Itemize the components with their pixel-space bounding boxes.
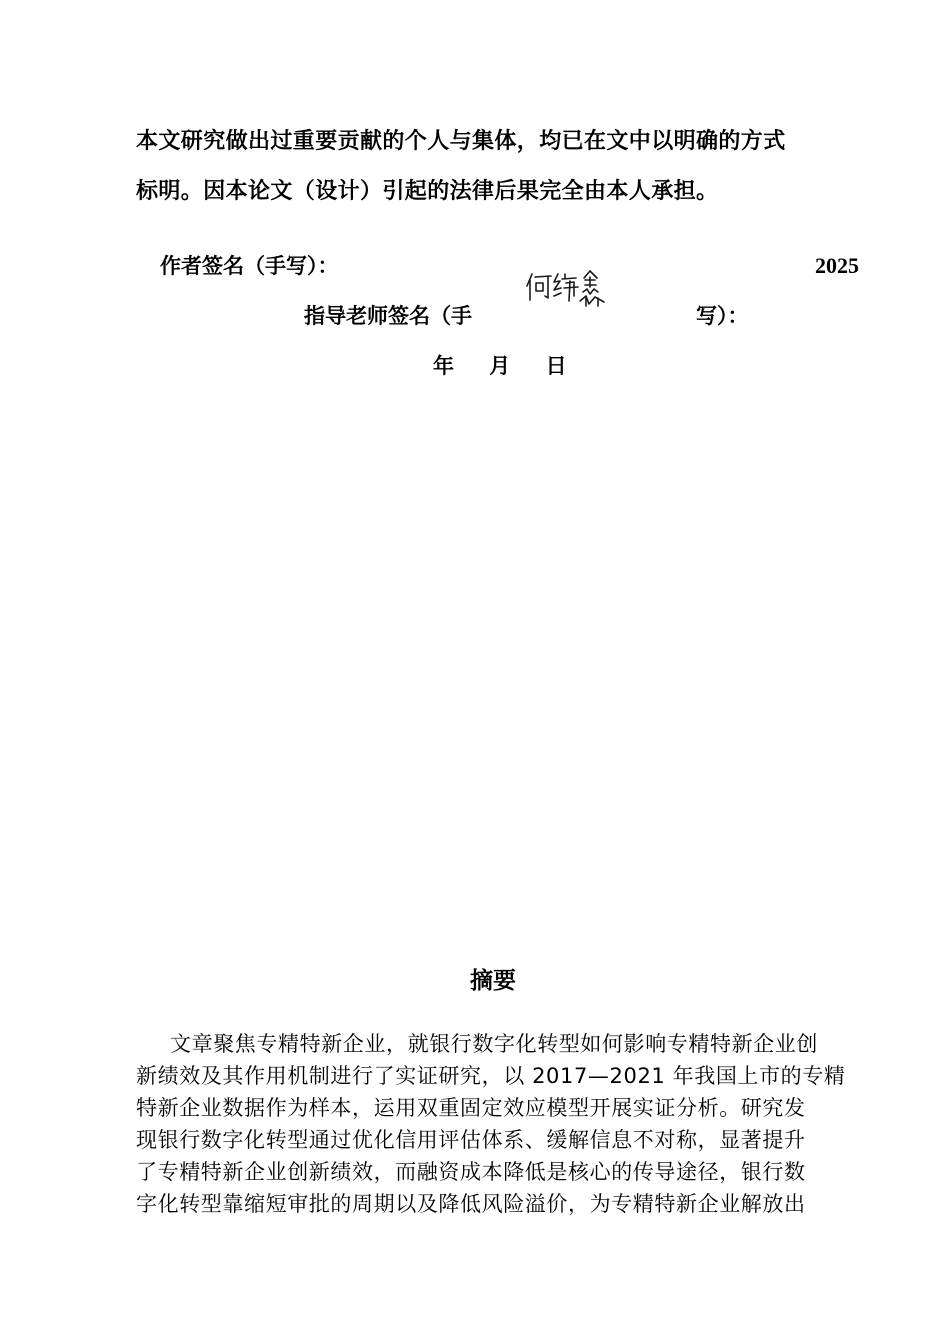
abstract-body — [136, 1028, 852, 1220]
declaration-line-1: 本文研究做出过重要贡献的个人与集体，均已在文中以明确的方式 — [136, 129, 786, 154]
abstract-line-2: 新绩效及其作用机制进行了实证研究，以 2017—2021 年我国上市的专精 — [136, 1064, 846, 1088]
author-signature-label: 作者签名（手写）： — [160, 254, 339, 278]
abstract-title: 摘要 — [470, 968, 516, 994]
signature-year: 2025 — [815, 253, 859, 278]
advisor-signature-label-start: 指导老师签名（手 — [304, 304, 472, 328]
abstract-line-3: 特新企业数据作为样本，运用双重固定效应模型开展实证分析。研究发 — [136, 1096, 806, 1120]
abstract-line-6: 字化转型靠缩短审批的周期以及降低风险溢价，为专精特新企业解放出 — [136, 1192, 806, 1216]
abstract-line-5: 了专精特新企业创新绩效，而融资成本降低是核心的传导途径，银行数 — [136, 1160, 806, 1184]
advisor-signature-label-end: 写）： — [696, 304, 749, 328]
abstract-line-4: 现银行数字化转型通过优化信用评估体系、缓解信息不对称，显著提升 — [136, 1128, 806, 1152]
abstract-line-1: 文章聚焦专精特新企业，就银行数字化转型如何影响专精特新企业创 — [170, 1032, 818, 1056]
handwritten-signature — [524, 268, 608, 310]
declaration-line-2: 标明。因本论文（设计）引起的法律后果完全由本人承担。 — [136, 179, 719, 204]
date-line: 年 月 日 — [433, 354, 581, 378]
